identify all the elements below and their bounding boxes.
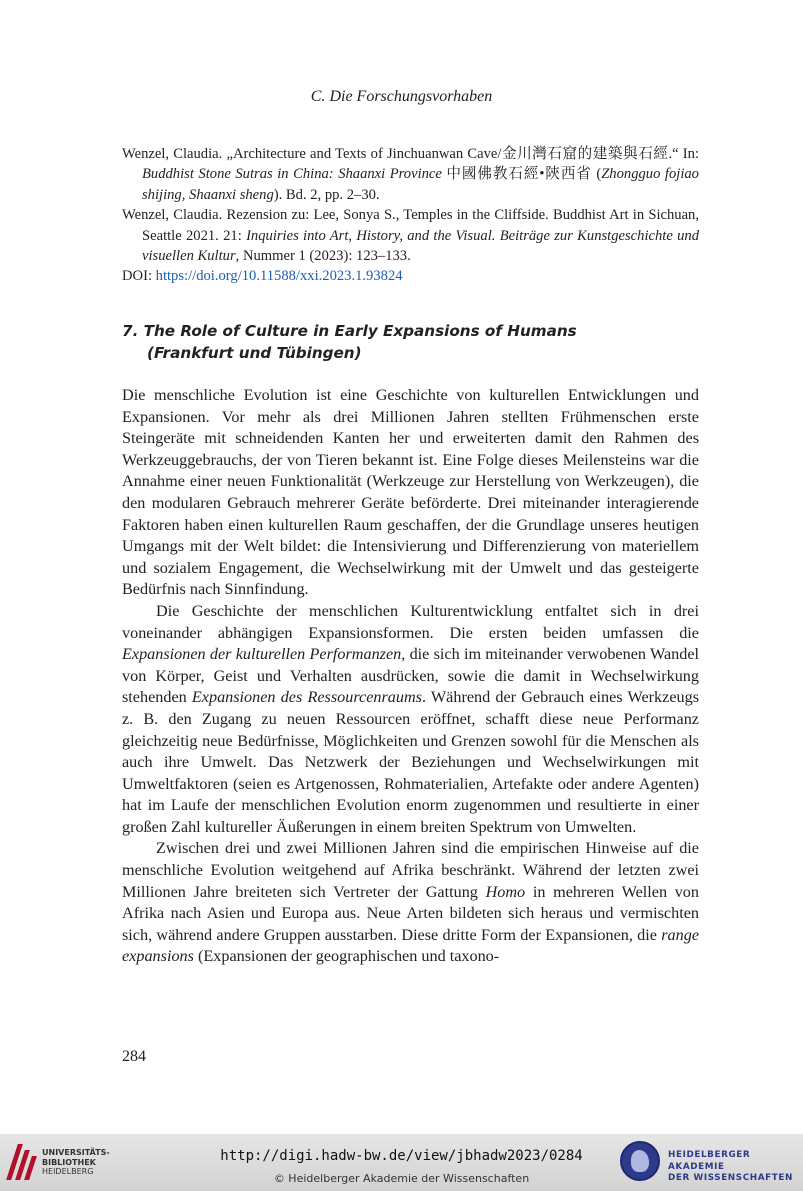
bibliography [122, 144, 699, 287]
academy-seal-icon [620, 1141, 660, 1181]
paragraph-text: Zwischen drei und zwei Millionen Jahren sind die empirischen Hinweise auf die menschliche Evolution weitgehend auf Afrika beschränkt. Während der letzten zwei Millionen Jahre breiteten sich Vertreter der Gattung [122, 839, 699, 901]
paragraph-text: (Expansionen der geographischen und taxono- [193, 947, 500, 966]
paragraph [122, 838, 699, 968]
emphasis: range expansions [122, 925, 699, 966]
viewer-footer [0, 1134, 803, 1191]
bib-text: , Nummer 1 (2023): 123–133. [235, 248, 411, 265]
paragraph-text: in mehreren Wellen von Afrika nach Asien und Europa aus. Neue Arten bildeten sich heraus und vermischten sich, während andere Gruppen ausstarben. Diese dritte Form der Expansionen, die [122, 882, 699, 944]
academy-logo[interactable] [620, 1141, 800, 1183]
paragraph-text: . Während der Gebrauch eines Werkzeugs z. B. den Zugang zu neuen Ressourcen eröffnet, schafft diese neue Performanz gleichzeitig neue Bedürfnisse, Möglichkeiten und Grenzen sowohl für die Menschen als auch ihre Umwelt. Das Netzwerk der Beziehungen und Wechselwirkungen mit Umweltfaktoren (seien es Artgenossen, Rohmaterialien, Artefakte oder andere Agenten) hat im Laufe der menschlichen Evolution enorm zugenommen und resultierte in einer großen Zahl kultureller Äußerungen in einem breiten Spektrum von Umwelten. [122, 688, 699, 836]
ub-logo-line: HEIDELBERG [42, 1167, 94, 1176]
section-title-line1: 7. The Role of Culture in Early Expansions of Humans [122, 322, 577, 340]
bibliography-entry [122, 144, 699, 205]
bib-title: Zhongguo fojiao shijing, Shaanxi sheng [142, 166, 699, 203]
doi-label: DOI: [122, 268, 156, 285]
bib-text: Wenzel, Claudia. „Architecture and Texts of Jinchuanwan Cave/金川灣石窟的建築與石經.“ In: [122, 146, 699, 162]
bib-title: Inquiries into Art, History, and the Visual. Beiträge zur Kunstgeschichte und visuellen Kultur [142, 227, 699, 265]
doi-link[interactable]: https://doi.org/10.11588/xxi.2023.1.93824 [155, 268, 403, 285]
paragraph [122, 601, 699, 839]
paragraph-text: Die Geschichte der menschlichen Kulturentwicklung entfaltet sich in drei voneinander abhängigen Expansionsformen. Die ersten beiden umfassen die [122, 601, 699, 642]
bib-text: 中國佛教石經•陝西省 ( [441, 166, 602, 183]
emphasis: Expansionen des Ressourcenraums [191, 688, 422, 707]
doi-line [122, 266, 699, 286]
bib-text: ). Bd. 2, pp. 2–30. [273, 186, 380, 203]
paragraph-text: , die sich im miteinander verwobenen Wandel von Körper, Geist und Verhalten ausdrücken, sowie die damit in Wechselwirkung stehenden [122, 645, 699, 707]
section-title-line2: (Frankfurt und Tübingen) [147, 344, 362, 362]
emphasis: Homo [485, 882, 526, 901]
academy-logo-line: HEIDELBERGER AKADEMIE [668, 1150, 751, 1172]
body-text [122, 385, 699, 968]
bib-text: Wenzel, Claudia. Rezension zu: Lee, Sonya S., Temples in the Cliffside. Buddhist Art in Sichuan, Seattle 2021. 21: [122, 207, 699, 244]
permalink-url[interactable]: http://digi.hadw-bw.de/view/jbhadw2023/0284 [220, 1148, 583, 1164]
page-number: 284 [122, 1048, 146, 1065]
section-heading [122, 320, 699, 364]
emphasis: Expansionen der kulturellen Performanzen [122, 645, 402, 664]
ub-logo-line: UNIVERSITÄTS- [42, 1148, 110, 1157]
bibliography-entry [122, 205, 699, 266]
ub-logo-line: BIBLIOTHEK [42, 1157, 96, 1167]
academy-logo-line: DER WISSENSCHAFTEN [668, 1173, 793, 1183]
copyright-notice: © Heidelberger Akademie der Wissenschaften [273, 1172, 530, 1185]
academy-logo-text [668, 1150, 800, 1185]
running-head: C. Die Forschungsvorhaben [310, 88, 493, 105]
bib-title: Buddhist Stone Sutras in China: Shaanxi Province [142, 166, 442, 183]
paragraph: Die menschliche Evolution ist eine Geschichte von kulturellen Entwicklungen und Expansionen. Vor mehr als drei Millionen Jahren stellten Frühmenschen erste Steingeräte mit schneidenden Kanten her und erweiterten damit den Rahmen des Werkzeuggebrauchs, der von Tieren bekannt ist. Eine Folge dieses Meilensteins war die Annahme einer neuen Funktionalität (Werkzeuge zur Herstellung von Werkzeugen), die den modularen Gebrauch mehrerer Geräte beförderte. Drei miteinander interagierende Faktoren haben einen kulturellen Raum geschaffen, der die Grundlage unseres heutigen Umgangs mit der Welt bildet: die Intensivierung und Differenzierung von materiellem und sozialem Engagement, die Wechselwirkung mit der Umwelt und das gesteigerte Bedürfnis nach Sinnfindung. [122, 386, 699, 599]
